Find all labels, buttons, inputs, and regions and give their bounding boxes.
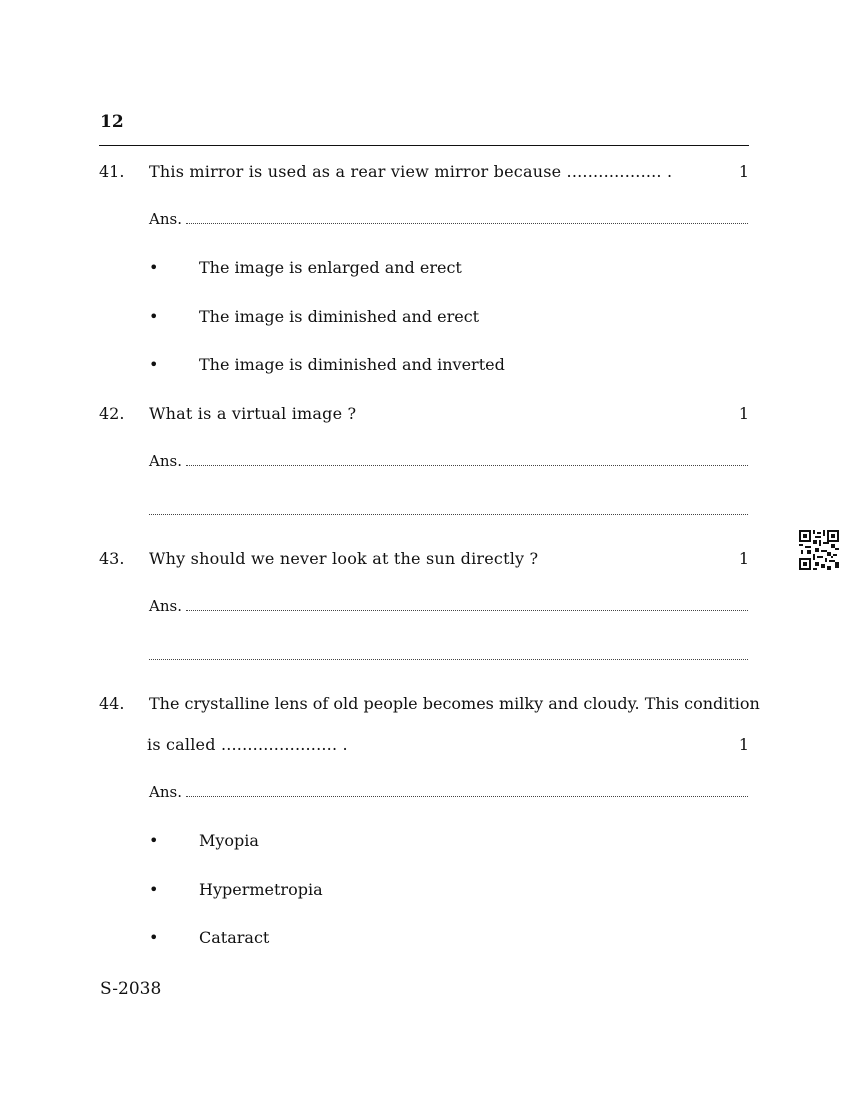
question-41-answer-line[interactable] — [186, 223, 748, 224]
question-43-number: 43. — [99, 549, 125, 568]
question-44-text-line-2: is called ...................... . — [147, 735, 348, 754]
question-43-answer-line-2[interactable] — [149, 659, 748, 660]
question-44-option-3: Cataract — [199, 928, 270, 947]
bullet-icon: • — [149, 307, 159, 326]
question-41-option-2: The image is diminished and erect — [199, 307, 480, 326]
question-43-marks: 1 — [738, 549, 749, 568]
bullet-icon: • — [149, 880, 159, 899]
question-41-number: 41. — [99, 162, 125, 181]
question-44-answer-line[interactable] — [186, 796, 748, 797]
question-44-option-2: Hypermetropia — [199, 880, 323, 899]
question-44-marks: 1 — [738, 735, 749, 754]
question-42-text: What is a virtual image ? — [149, 404, 357, 423]
question-44-text-line-1: The crystalline lens of old people becomes milky and cloudy. This condition — [149, 694, 760, 713]
question-41-answer-label: Ans. — [149, 210, 182, 228]
header-rule — [99, 145, 749, 146]
question-41-option-3: The image is diminished and inverted — [199, 355, 505, 374]
bullet-icon: • — [149, 928, 159, 947]
question-41-text: This mirror is used as a rear view mirror because .................. . — [149, 162, 673, 181]
question-43-answer-line-1[interactable] — [186, 610, 748, 611]
bullet-icon: • — [149, 355, 159, 374]
bullet-icon: • — [149, 258, 159, 277]
question-43-answer-label: Ans. — [149, 597, 182, 615]
page-number: 12 — [100, 112, 124, 132]
question-42-answer-label: Ans. — [149, 452, 182, 470]
qr-code-icon[interactable] — [799, 530, 839, 570]
question-42-number: 42. — [99, 404, 125, 423]
question-43-text: Why should we never look at the sun directly ? — [149, 549, 539, 568]
question-44-number: 44. — [99, 694, 125, 713]
question-42-answer-line-1[interactable] — [186, 465, 748, 466]
question-44-answer-label: Ans. — [149, 783, 182, 801]
footer-code: S-2038 — [100, 979, 162, 999]
question-41-option-1: The image is enlarged and erect — [199, 258, 462, 277]
question-41-marks: 1 — [738, 162, 749, 181]
bullet-icon: • — [149, 831, 159, 850]
question-42-marks: 1 — [738, 404, 749, 423]
question-42-answer-line-2[interactable] — [149, 514, 748, 515]
question-44-option-1: Myopia — [199, 831, 259, 850]
